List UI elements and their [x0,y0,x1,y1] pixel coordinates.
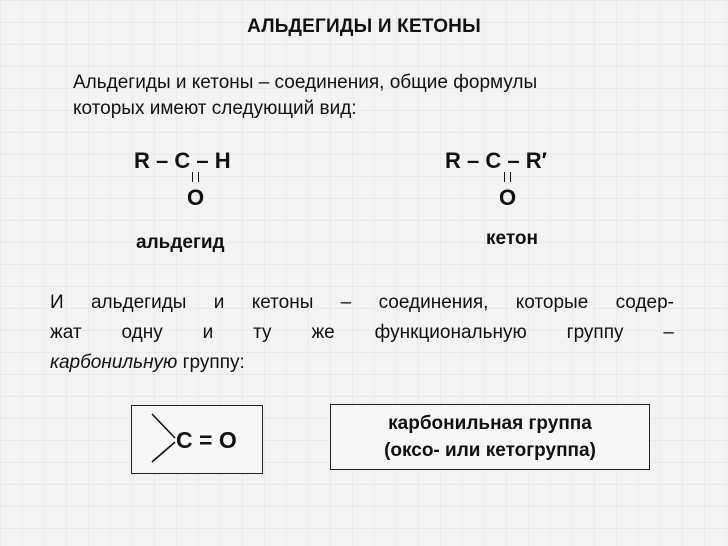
carbonyl-name-line-2: (оксо- или кетогруппа) [384,440,596,461]
paragraph-line-2: жат одну и ту же функциональную группу – [50,322,674,343]
paragraph-line-3 [50,348,674,378]
carbonyl-name-text [331,410,649,464]
carbonyl-term: карбонильную [50,352,178,373]
carbonyl-formula: C = O [176,427,237,453]
aldehyde-label: альдегид [136,232,225,253]
paragraph-line-3-rest: группу: [177,352,245,373]
aldehyde-formula: R – C – H [134,148,231,173]
paragraph-line-1: И альдегиды и кетоны – соединения, которые содер- [50,292,674,313]
aldehyde-oxygen: O [187,185,205,210]
intro-line-1: Альдегиды и кетоны – соединения, общие формулы [73,72,538,93]
intro-text [73,70,673,122]
ketone-double-bond [504,172,511,182]
carbonyl-name-line-1: карбонильная группа [388,413,592,434]
carbonyl-name-box [330,404,650,470]
page-title: АЛЬДЕГИДЫ И КЕТОНЫ [247,16,481,37]
ketone-oxygen: O [499,185,517,210]
carbonyl-structure-box [131,405,263,474]
aldehyde-double-bond [192,172,199,182]
ketone-formula: R – C – R′ [445,148,547,173]
intro-line-2: которых имеют следующий вид: [73,98,357,119]
ketone-label: кетон [486,228,538,249]
carbonyl-paragraph [50,288,674,378]
